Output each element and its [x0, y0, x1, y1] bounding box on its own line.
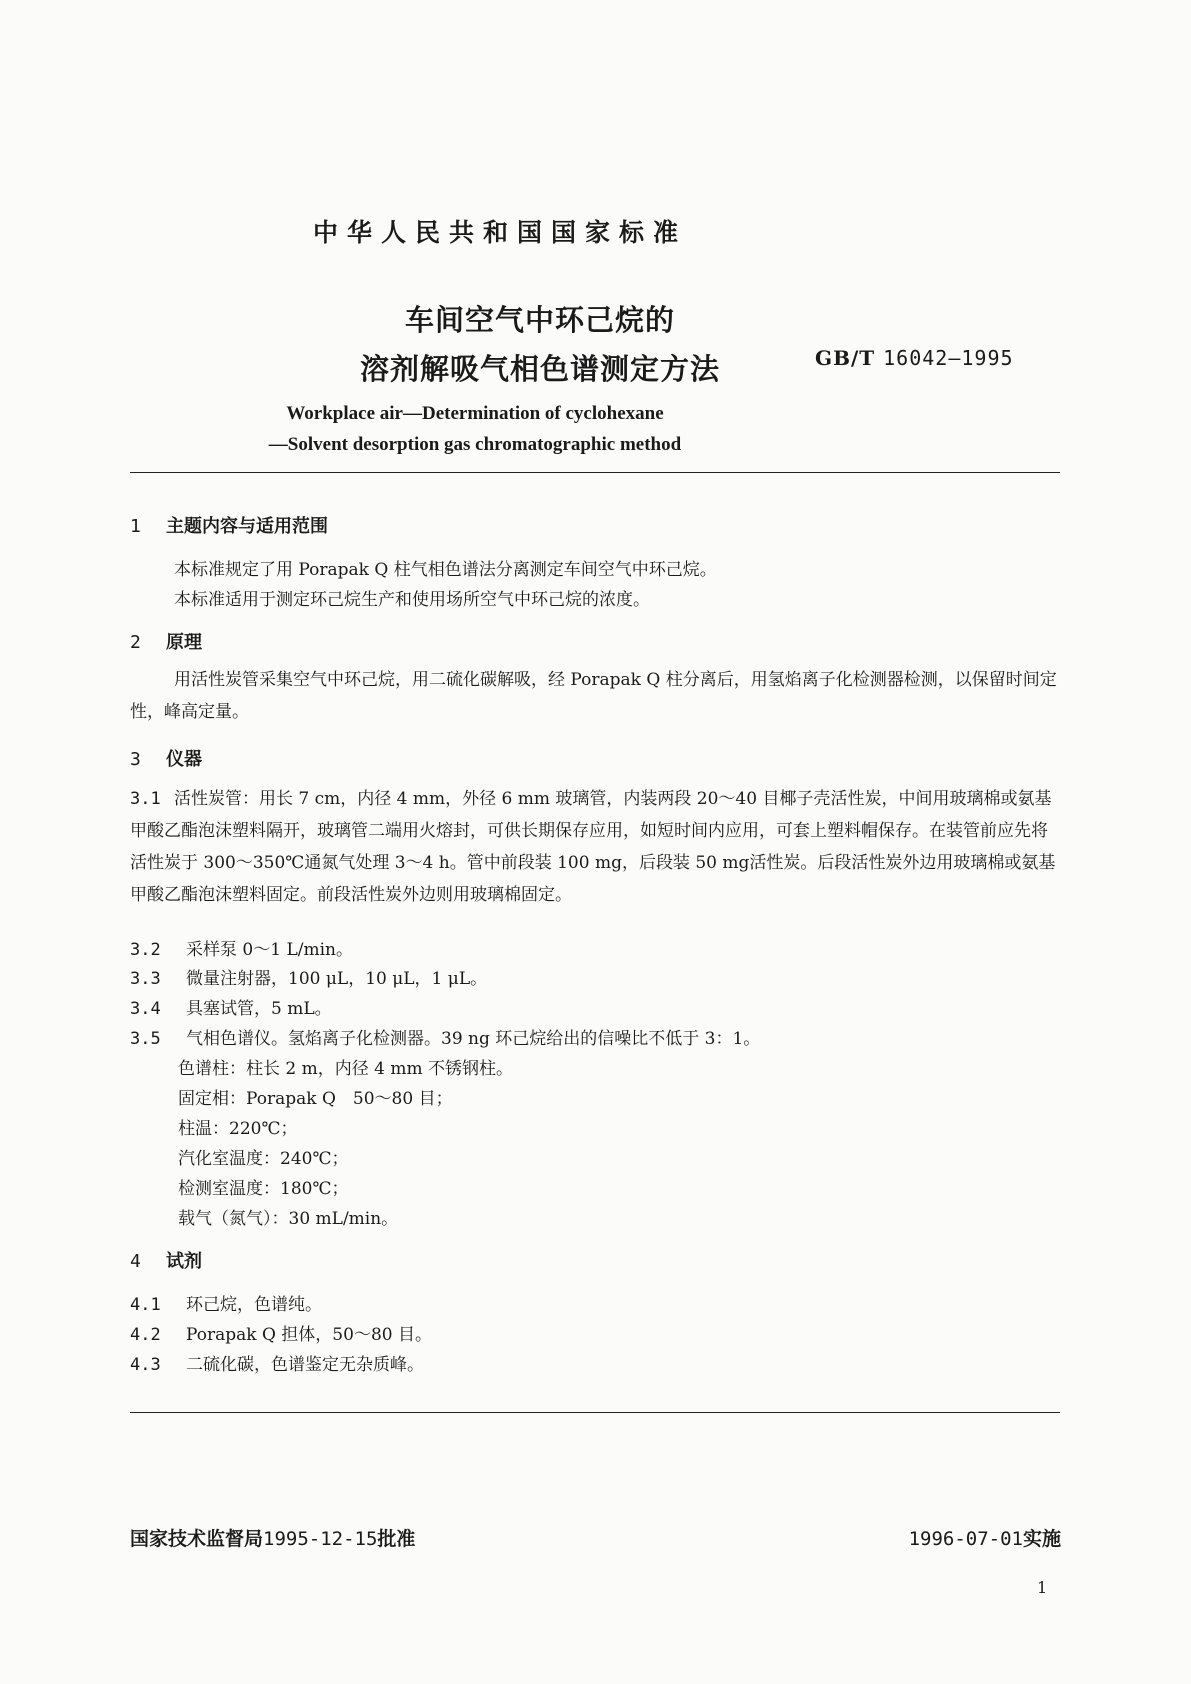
- item-number: 3.2: [130, 940, 161, 960]
- detector-temp: 检测室温度：180℃；: [178, 1179, 349, 1199]
- header-divider: [130, 472, 1060, 473]
- item-3-4: [130, 994, 332, 1019]
- approval-label: 批准: [377, 1528, 416, 1550]
- section-2-text: 用活性炭管采集空气中环己烷，用二硫化碳解吸，经 Porapak Q 柱分离后，用氢焰离子化检测器检测，以保留时间定性，峰高定量。: [130, 670, 1057, 722]
- item-text: 采样泵 0～1 L/min。: [186, 940, 353, 960]
- item-4-3: [130, 1350, 424, 1375]
- standard-code: 16042—1995: [883, 346, 1014, 370]
- carrier-gas: 载气（氮气）：30 mL/min。: [178, 1209, 399, 1229]
- section-2-paragraph: [130, 664, 1060, 728]
- title-cn-line2: 溶剂解吸气相色谱测定方法: [359, 352, 720, 386]
- section-2-heading: [130, 628, 202, 654]
- approval-date: 1995-12-15: [263, 1528, 378, 1550]
- item-4-2: [130, 1320, 432, 1345]
- title-chinese: [260, 296, 820, 394]
- item-text: 具塞试管，5 mL。: [186, 999, 332, 1019]
- section-number: 3: [130, 749, 141, 770]
- item-4-1: [130, 1290, 322, 1315]
- stationary-phase: 固定相：Porapak Q 50～80 目；: [178, 1089, 453, 1109]
- effective-line: [909, 1524, 1061, 1551]
- section-title: 试剂: [166, 1251, 202, 1272]
- item-text: 活性炭管：用长 7 cm，内径 4 mm，外径 6 mm 玻璃管，内装两段 20～40 目椰子壳活性炭，中间用玻璃棉或氨基甲酸乙酯泡沫塑料隔开，玻璃管二端用火熔封，可供长期保存应用，如短时间内应用，可套上塑料帽保存。在装管前应先将活性炭于 300～350℃通氮气处理 3～4 h。管中前段装 100 mg，后段装 50 mg活性炭。后段活性炭外边用玻璃棉或氨基甲酸乙酯泡沫塑料固定。前段活性炭外边则用玻璃棉固定。: [130, 789, 1056, 905]
- item-3-3: [130, 964, 487, 989]
- section-title: 原理: [166, 632, 202, 653]
- column-temp: 柱温：220℃；: [178, 1119, 298, 1139]
- national-standard-heading: 中华人民共和国国家标准: [312, 218, 687, 247]
- item-number: 3.1: [130, 789, 161, 809]
- page-number: 1: [1037, 1578, 1048, 1597]
- section-title: 仪器: [166, 749, 202, 770]
- item-number: 4.3: [130, 1355, 161, 1375]
- item-text: 气相色谱仪。氢焰离子化检测器。39 ng 环己烷给出的信噪比不低于 3：1。: [186, 1029, 761, 1049]
- section-1-heading: [130, 512, 328, 538]
- section-3-heading: [130, 745, 202, 771]
- standard-prefix: GB/T: [815, 346, 876, 370]
- item-number: 3.4: [130, 999, 161, 1019]
- section-4-heading: [130, 1247, 202, 1273]
- title-en-line1: Workplace air—Determination of cyclohexane: [286, 403, 664, 424]
- title-en-line2: —Solvent desorption gas chromatographic method: [268, 434, 682, 455]
- approving-organization: 国家技术监督局: [130, 1528, 264, 1550]
- footer-divider: [130, 1412, 1060, 1413]
- effective-label: 实施: [1022, 1528, 1061, 1550]
- item-number: 3.5: [130, 1029, 161, 1049]
- item-number: 4.2: [130, 1325, 161, 1345]
- item-3-5: [130, 1024, 760, 1049]
- section-title: 主题内容与适用范围: [166, 516, 328, 537]
- vaporizer-temp: 汽化室温度：240℃；: [178, 1149, 349, 1169]
- section-number: 1: [130, 516, 141, 537]
- effective-date: 1996-07-01: [908, 1528, 1023, 1550]
- standard-number: [815, 346, 1014, 370]
- item-3-2: [130, 935, 353, 960]
- item-text: Porapak Q 担体，50～80 目。: [186, 1325, 432, 1345]
- item-text: 微量注射器，100 μL，10 μL，1 μL。: [186, 969, 488, 989]
- section-1-paragraph-1: 本标准规定了用 Porapak Q 柱气相色谱法分离测定车间空气中环己烷。: [174, 560, 717, 580]
- section-number: 2: [130, 632, 141, 653]
- title-cn-line1: 车间空气中环己烷的: [404, 303, 675, 337]
- approval-line: [130, 1524, 415, 1551]
- column-spec: 色谱柱：柱长 2 m，内径 4 mm 不锈钢柱。: [178, 1059, 514, 1079]
- item-text: 二硫化碳，色谱鉴定无杂质峰。: [186, 1355, 424, 1375]
- section-number: 4: [130, 1251, 141, 1272]
- item-number: 3.3: [130, 969, 161, 989]
- item-text: 环己烷，色谱纯。: [186, 1295, 322, 1315]
- item-number: 4.1: [130, 1295, 161, 1315]
- section-1-paragraph-2: 本标准适用于测定环己烷生产和使用场所空气中环己烷的浓度。: [174, 590, 650, 610]
- title-english: [240, 398, 710, 460]
- item-3-1: [130, 783, 1060, 911]
